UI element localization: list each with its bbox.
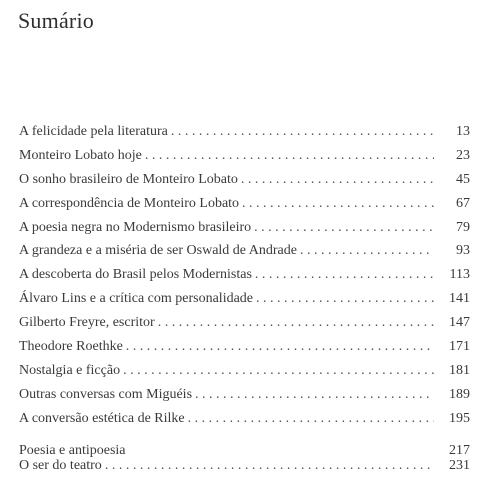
toc-entry-page: 217 (449, 443, 470, 459)
toc-entry-page: 13 (456, 124, 470, 139)
toc-leader-dots (123, 359, 434, 383)
toc-entry-title: A descoberta do Brasil pelos Modernistas (19, 267, 252, 283)
toc-entry (19, 192, 470, 216)
toc-leader-dots (171, 120, 434, 144)
toc-entry-title: Álvaro Lins e a crítica com personalidade (19, 291, 254, 307)
toc-entry-title: O sonho brasileiro de Monteiro Lobato (19, 171, 238, 187)
toc-entry-page: 231 (449, 458, 470, 474)
toc-entry-page: 147 (449, 315, 470, 331)
toc-entry (19, 287, 470, 311)
toc-leader-dots (126, 335, 434, 359)
toc-leader-dots (255, 263, 434, 287)
toc-entry-title: Gilberto Freyre, escritor (19, 315, 155, 331)
toc-entry-page: 23 (456, 147, 470, 163)
toc-leader-dots (242, 192, 434, 216)
toc-leader-dots (145, 144, 434, 168)
toc-entry-title: A poesia negra no Modernismo brasileiro (19, 219, 252, 235)
toc-entry-page: 113 (449, 267, 470, 283)
toc-entry (19, 216, 470, 240)
toc-entry-title: A felicidade pela literatura (19, 124, 168, 139)
toc-entry-page: 45 (456, 171, 470, 187)
toc-leader-dots (158, 311, 434, 335)
toc-entry-title: Outras conversas com Miguéis (19, 386, 193, 402)
toc-entry (19, 407, 470, 431)
toc-leader-dots (105, 454, 434, 478)
toc-entry-title: Monteiro Lobato hoje (19, 147, 142, 163)
toc-leader-dots (195, 383, 434, 407)
toc-entry-page: 189 (449, 386, 470, 402)
toc-entry-page: 195 (449, 410, 470, 426)
toc-entry-page: 67 (456, 195, 470, 211)
table-of-contents (19, 120, 470, 478)
toc-leader-dots (254, 216, 434, 240)
toc-entry-title: Theodore Roethke (19, 339, 123, 355)
toc-entry (19, 120, 470, 144)
toc-entry (19, 454, 470, 478)
toc-entry-title: A grandeza e a miséria de ser Oswald de Andrade (19, 243, 297, 259)
page-title: Sumário (18, 8, 94, 33)
toc-entry (19, 311, 470, 335)
toc-entry-page: 141 (449, 291, 470, 307)
toc-entry (19, 359, 470, 383)
toc-entry-page: 93 (456, 243, 470, 259)
toc-entry-title: A conversão estética de Rilke (19, 410, 185, 426)
toc-entry (19, 335, 470, 359)
toc-entry (19, 144, 470, 168)
toc-entry (19, 239, 470, 263)
toc-leader-dots (256, 287, 434, 311)
toc-entry-title: Poesia e antipoesia (19, 443, 126, 459)
toc-leader-blank (129, 431, 434, 455)
toc-entry (19, 431, 470, 459)
toc-entry-title: O ser do teatro (19, 458, 102, 474)
toc-leader-dots (300, 239, 434, 263)
toc-entry (19, 263, 470, 287)
toc-leader-dots (188, 407, 434, 431)
toc-leader-dots (241, 168, 434, 192)
toc-entry (19, 383, 470, 407)
toc-entry-title: A correspondência de Monteiro Lobato (19, 195, 240, 211)
toc-entry-page: 79 (456, 219, 470, 235)
toc-entry-page: 171 (449, 339, 470, 355)
toc-entry (19, 168, 470, 192)
toc-entry-page: 181 (449, 362, 470, 378)
toc-entry-title: Nostalgia e ficção (19, 362, 121, 378)
